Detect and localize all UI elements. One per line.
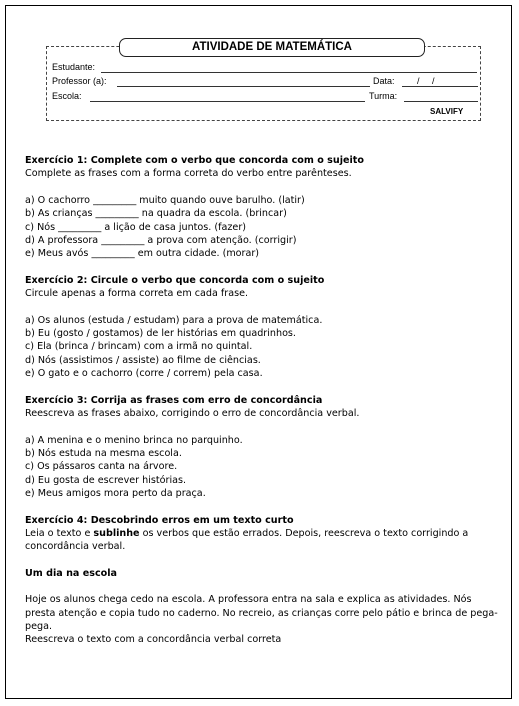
exercise-2	[25, 274, 500, 381]
date-label: Data:	[373, 76, 395, 86]
exercise-instruction	[25, 527, 500, 554]
exercise-title: Exercício 2: Circule o verbo que concorda com o sujeito	[25, 274, 325, 286]
exercise-item: e) Meus avós _________ em outra cidade. (morar)	[25, 248, 260, 260]
student-label: Estudante:	[52, 62, 96, 72]
teacher-field[interactable]	[117, 86, 370, 87]
exercise-item: b) Eu (gosto / gostamos) de ler histórias em quadrinhos.	[25, 328, 296, 340]
header-box	[46, 46, 481, 121]
story-text: Hoje os alunos chega cedo na escola. A professora entra na sala e explica as atividades. Nós presta atenção e copia tudo no caderno. No recreio, as crianças corre pelo pátio e brinca de pega-pega.	[25, 594, 498, 632]
teacher-label: Professor (a):	[52, 76, 107, 86]
class-field[interactable]	[404, 101, 478, 102]
worksheet-title: ATIVIDADE DE MATEMÁTICA	[119, 38, 425, 57]
instruction-emphasis: sublinhe	[93, 527, 140, 539]
exercise-item: b) As crianças _________ na quadra da escola. (brincar)	[25, 208, 287, 220]
exercise-4	[25, 514, 500, 647]
exercise-instruction: Circule apenas a forma correta em cada frase.	[25, 288, 249, 300]
school-field[interactable]	[90, 101, 365, 102]
exercise-item: c) Ela (brinca / brincam) com a irmã no quintal.	[25, 341, 253, 353]
exercise-item: d) A professora _________ a prova com atenção. (corrigir)	[25, 235, 297, 247]
exercise-title: Exercício 4: Descobrindo erros em um texto curto	[25, 514, 294, 526]
exercise-item: b) Nós estuda na mesma escola.	[25, 447, 182, 459]
exercise-title: Exercício 3: Corrija as frases com erro de concordância	[25, 394, 323, 406]
date-field[interactable]	[402, 86, 478, 87]
brand-logo: SALVIFY	[430, 107, 464, 116]
student-field[interactable]	[101, 72, 477, 73]
exercise-item: a) Os alunos (estuda / estudam) para a prova de matemática.	[25, 314, 323, 326]
exercise-item: a) A menina e o menino brinca no parquinho.	[25, 434, 243, 446]
worksheet-content	[25, 154, 500, 647]
class-label: Turma:	[369, 91, 398, 101]
exercise-item: c) Os pássaros canta na árvore.	[25, 461, 178, 473]
exercise-instruction: Reescreva as frases abaixo, corrigindo o erro de concordância verbal.	[25, 408, 360, 420]
exercise-instruction: Complete as frases com a forma correta do verbo entre parênteses.	[25, 168, 352, 180]
exercise-3	[25, 394, 500, 501]
school-label: Escola:	[52, 91, 82, 101]
instruction-text: os verbos que estão errados. Depois, reescreva o texto corrigindo a concordância verbal.	[25, 527, 469, 553]
date-slashes: / /	[417, 76, 440, 86]
final-instruction: Reescreva o texto com a concordância verbal correta	[25, 634, 282, 646]
exercise-item: a) O cachorro _________ muito quando ouve barulho. (latir)	[25, 194, 305, 206]
exercise-item: c) Nós _________ a lição de casa juntos. (fazer)	[25, 221, 247, 233]
exercise-item: e) Meus amigos mora perto da praça.	[25, 488, 206, 500]
story-title: Um dia na escola	[25, 567, 117, 579]
exercise-item: d) Eu gosta de escrever histórias.	[25, 474, 187, 486]
exercise-item: d) Nós (assistimos / assiste) ao filme de ciências.	[25, 354, 261, 366]
exercise-title: Exercício 1: Complete com o verbo que concorda com o sujeito	[25, 155, 364, 166]
exercise-item: e) O gato e o cachorro (corre / correm) pela casa.	[25, 368, 263, 380]
exercise-1	[25, 154, 500, 261]
instruction-text: Leia o texto e	[25, 527, 94, 539]
